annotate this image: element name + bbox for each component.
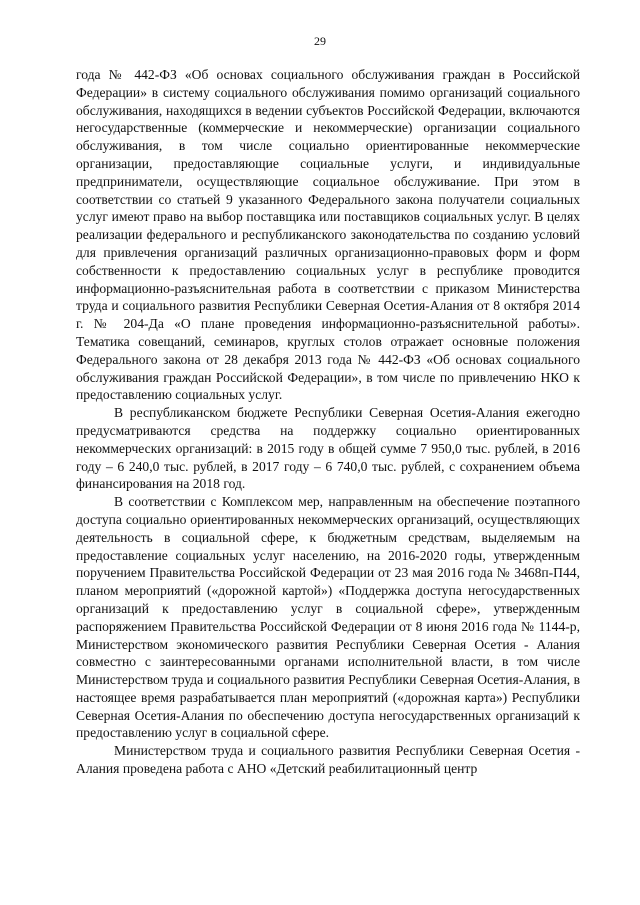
paragraph-social-services-law: года № 442-ФЗ «Об основах социального обслуживания граждан в Российской Федерации» в систему социального обслуживания помимо организаций социального обслуживания, находящихся в ведении субъектов Российской Федерации, включаются негосударственные (коммерческие и некоммерческие) организации социального обслуживания, в том числе социально ориентированные некоммерческие организации, предоставляющие социальные услуги, и индивидуальные предприниматели, осуществляющие социальное обслуживание. При этом в соответствии со статьей 9 указанного Федерального закона получатели социальных услуг имеют право на выбор поставщика или поставщиков социальных услуг. В целях реализации федерального и республиканского законодательства по созданию условий для привлечения организаций различных организационно-правовых форм и форм собственности к предоставлению социальных услуг в республике проводится информационно-разъяснительная работа в соответствии с приказом Министерства труда и социального развития Республики Северная Осетия-Алания от 8 октября 2014 г. № 204-Да «О плане проведения информационно-разъяснительной работы». Тематика совещаний, семинаров, круглых столов отражает основные положения Федерального закона от 28 декабря 2013 года № 442-ФЗ «Об основах социального обслуживания граждан Российской Федерации», в том числе по привлечению НКО к предоставлению социальных услуг. <box>76 67 580 403</box>
paragraph-access-measures: В соответствии с Комплексом мер, направленным на обеспечение поэтапного доступа социально ориентированных некоммерческих организаций, осуществляющих деятельность в социальной сфере, к бюджетным средствам, выделяемым на предоставление социальных услуг населению, на 2016-2020 годы, утвержденным поручением Правительства Российской Федерации от 23 мая 2016 года № 3468п-П44, планом мероприятий («дорожной картой») «Поддержка доступа негосударственных организаций к предоставлению услуг в социальной сфере», утвержденным распоряжением Правительства Российской Федерации от 8 июня 2016 года № 1144-р, Министерством экономического развития Республики Северная Осетия - Алания совместно с заинтересованными органами исполнительной власти, в том числе Министерством труда и социального развития Республики Северная Осетия-Алания, в настоящее время разрабатывается план мероприятий («дорожная карта») Республики Северная Осетия-Алания по обеспечению доступа негосударственных организаций к предоставлению услуг в социальной сфере. <box>76 494 580 741</box>
paragraph-ministry-work: Министерством труда и социального развития Республики Северная Осетия - Алания проведена работа с АНО «Детский реабилитационный центр <box>76 743 580 777</box>
document-body <box>76 66 580 778</box>
paragraph-budget-support: В республиканском бюджете Республики Северная Осетия-Алания ежегодно предусматриваются средства на поддержку социально ориентированных некоммерческих организаций: в 2015 году в общей сумме 7 950,0 тыс. рублей, в 2016 году – 6 240,0 тыс. рублей, в 2017 году – 6 740,0 тыс. рублей, с сохранением объема финансирования на 2018 год. <box>76 405 580 492</box>
page-number: 29 <box>314 34 326 48</box>
